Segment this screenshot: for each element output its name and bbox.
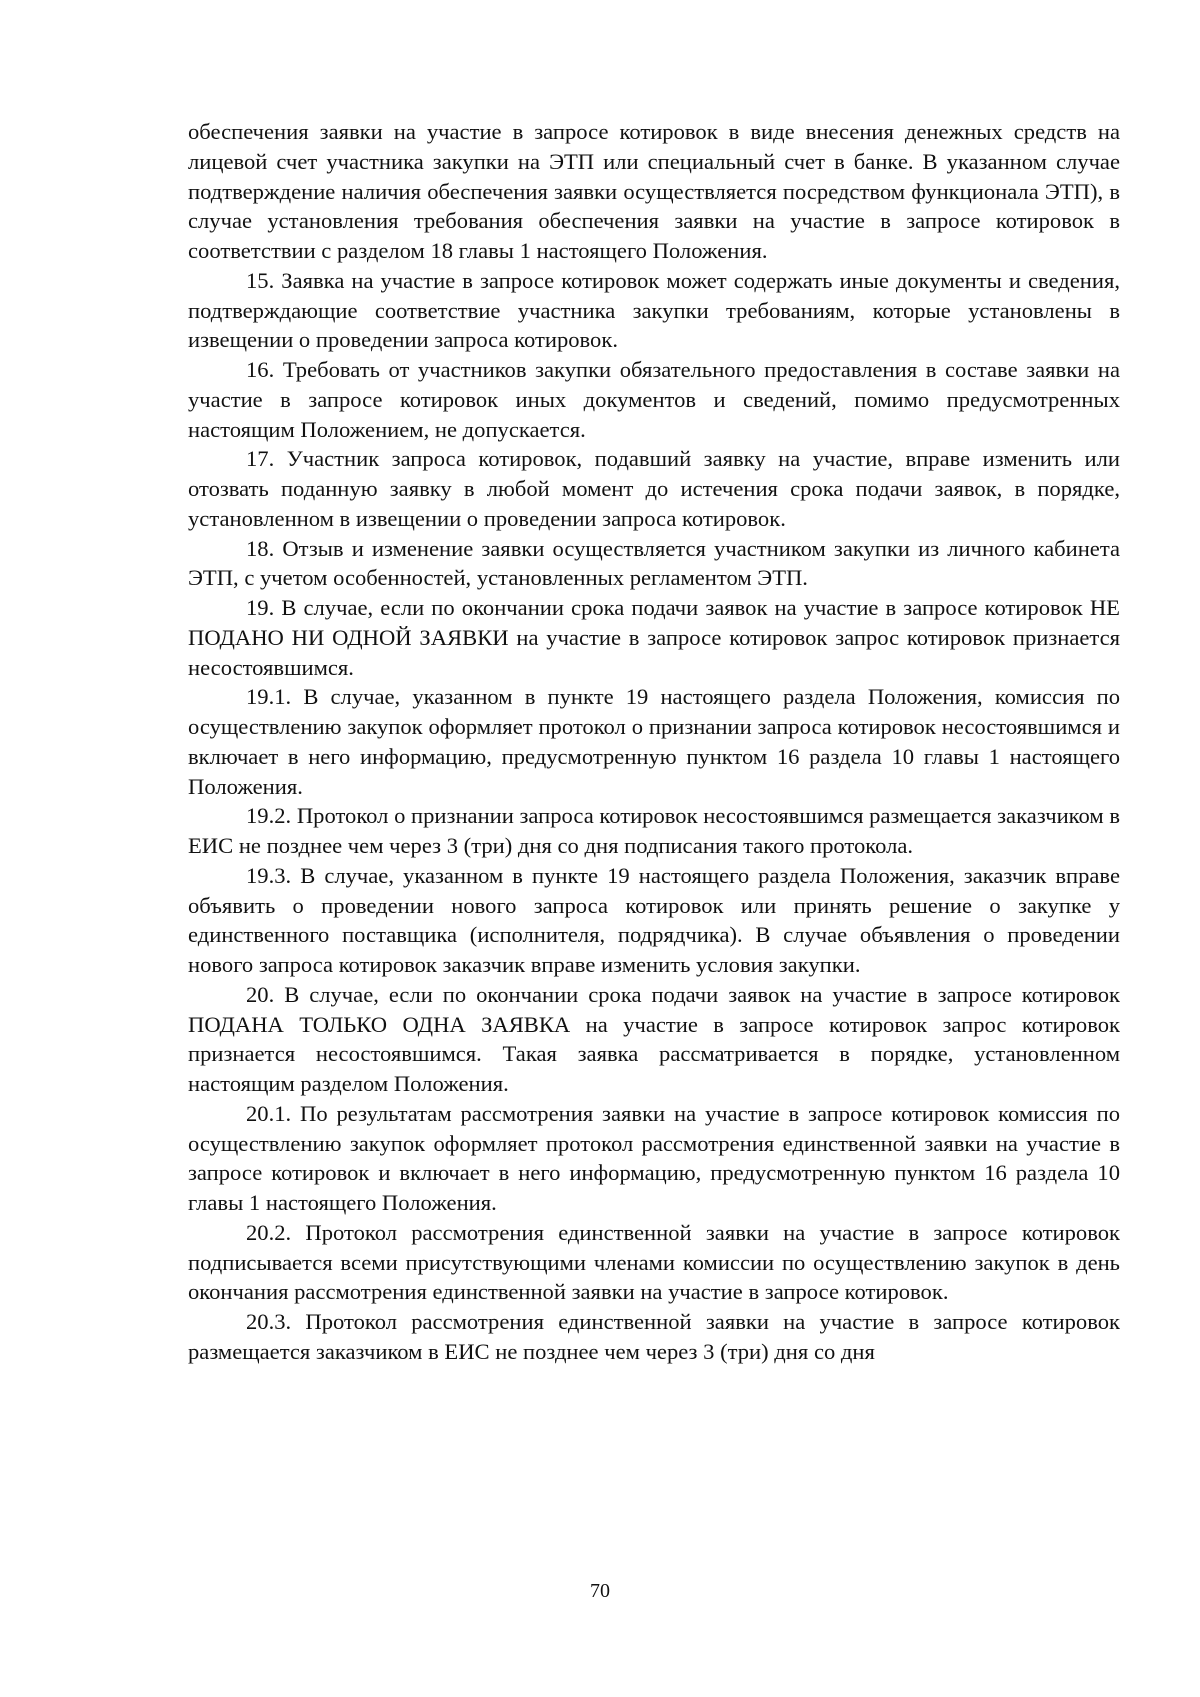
paragraph-item-19: 19. В случае, если по окончании срока подачи заявок на участие в запросе котировок НЕ ПОДАНО НИ ОДНОЙ ЗАЯВКИ на участие в запросе котировок запрос котировок признается несостоявшимся. <box>188 595 1120 680</box>
paragraph-item-20-2: 20.2. Протокол рассмотрения единственной заявки на участие в запросе котировок подписывается всеми присутствующими членами комиссии по осуществлению закупок в день окончания рассмотрения единственной заявки на участие в запросе котировок. <box>188 1219 1120 1305</box>
paragraph-item-19-3: 19.3. В случае, указанном в пункте 19 настоящего раздела Положения, заказчик вправе объявить о проведении нового запроса котировок или принять решение о закупке у единственного поставщика (исполнителя, подрядчика). В случае объявления о проведении нового запроса котировок заказчик вправе изменить условия закупки. <box>188 862 1120 977</box>
paragraph-item-17: 17. Участник запроса котировок, подавший заявку на участие, вправе изменить или отозвать поданную заявку в любой момент до истечения срока подачи заявок, в порядке, установленном в извещении о проведении запроса котировок. <box>188 446 1120 531</box>
paragraph-item-19-1: 19.1. В случае, указанном в пункте 19 настоящего раздела Положения, комиссия по осуществлению закупок оформляет протокол о признании запроса котировок несостоявшимся и включает в него информацию, предусмотренную пунктом 16 раздела 10 главы 1 настоящего Положения. <box>188 684 1120 799</box>
paragraph-item-18: 18. Отзыв и изменение заявки осуществляется участником закупки из личного кабинета ЭТП, с учетом особенностей, установленных регламентом ЭТП. <box>188 535 1120 591</box>
document-body <box>188 117 1120 1367</box>
paragraph-continuation: обеспечения заявки на участие в запросе котировок в виде внесения денежных средств на лицевой счет участника закупки на ЭТП или специальный счет в банке. В указанном случае подтверждение наличия обеспечения заявки осуществляется посредством функционала ЭТП), в случае установления требования обеспечения заявки на участие в запросе котировок в соответствии с разделом 18 главы 1 настоящего Положения. <box>188 119 1120 263</box>
paragraph-item-20-1: 20.1. По результатам рассмотрения заявки на участие в запросе котировок комиссия по осуществлению закупок оформляет протокол рассмотрения единственной заявки на участие в запросе котировок и включает в него информацию, предусмотренную пунктом 16 раздела 10 главы 1 настоящего Положения. <box>188 1100 1120 1215</box>
page-number: 70 <box>590 1580 610 1602</box>
paragraph-item-20-3: 20.3. Протокол рассмотрения единственной заявки на участие в запросе котировок размещается заказчиком в ЕИС не позднее чем через 3 (три) дня со дня <box>188 1309 1120 1364</box>
paragraph-item-20: 20. В случае, если по окончании срока подачи заявок на участие в запросе котировок ПОДАНА ТОЛЬКО ОДНА ЗАЯВКА на участие в запросе котировок запрос котировок признается несостоявшимся. Такая заявка рассматривается в порядке, установленном настоящим разделом Положения. <box>188 981 1120 1096</box>
paragraph-item-16: 16. Требовать от участников закупки обязательного предоставления в составе заявки на участие в запросе котировок иных документов и сведений, помимо предусмотренных настоящим Положением, не допускается. <box>188 357 1120 442</box>
paragraph-item-19-2: 19.2. Протокол о признании запроса котировок несостоявшимся размещается заказчиком в ЕИС не позднее чем через 3 (три) дня со дня подписания такого протокола. <box>188 803 1120 858</box>
paragraph-item-15: 15. Заявка на участие в запросе котировок может содержать иные документы и сведения, подтверждающие соответствие участника закупки требованиям, которые установлены в извещении о проведении запроса котировок. <box>188 267 1120 353</box>
